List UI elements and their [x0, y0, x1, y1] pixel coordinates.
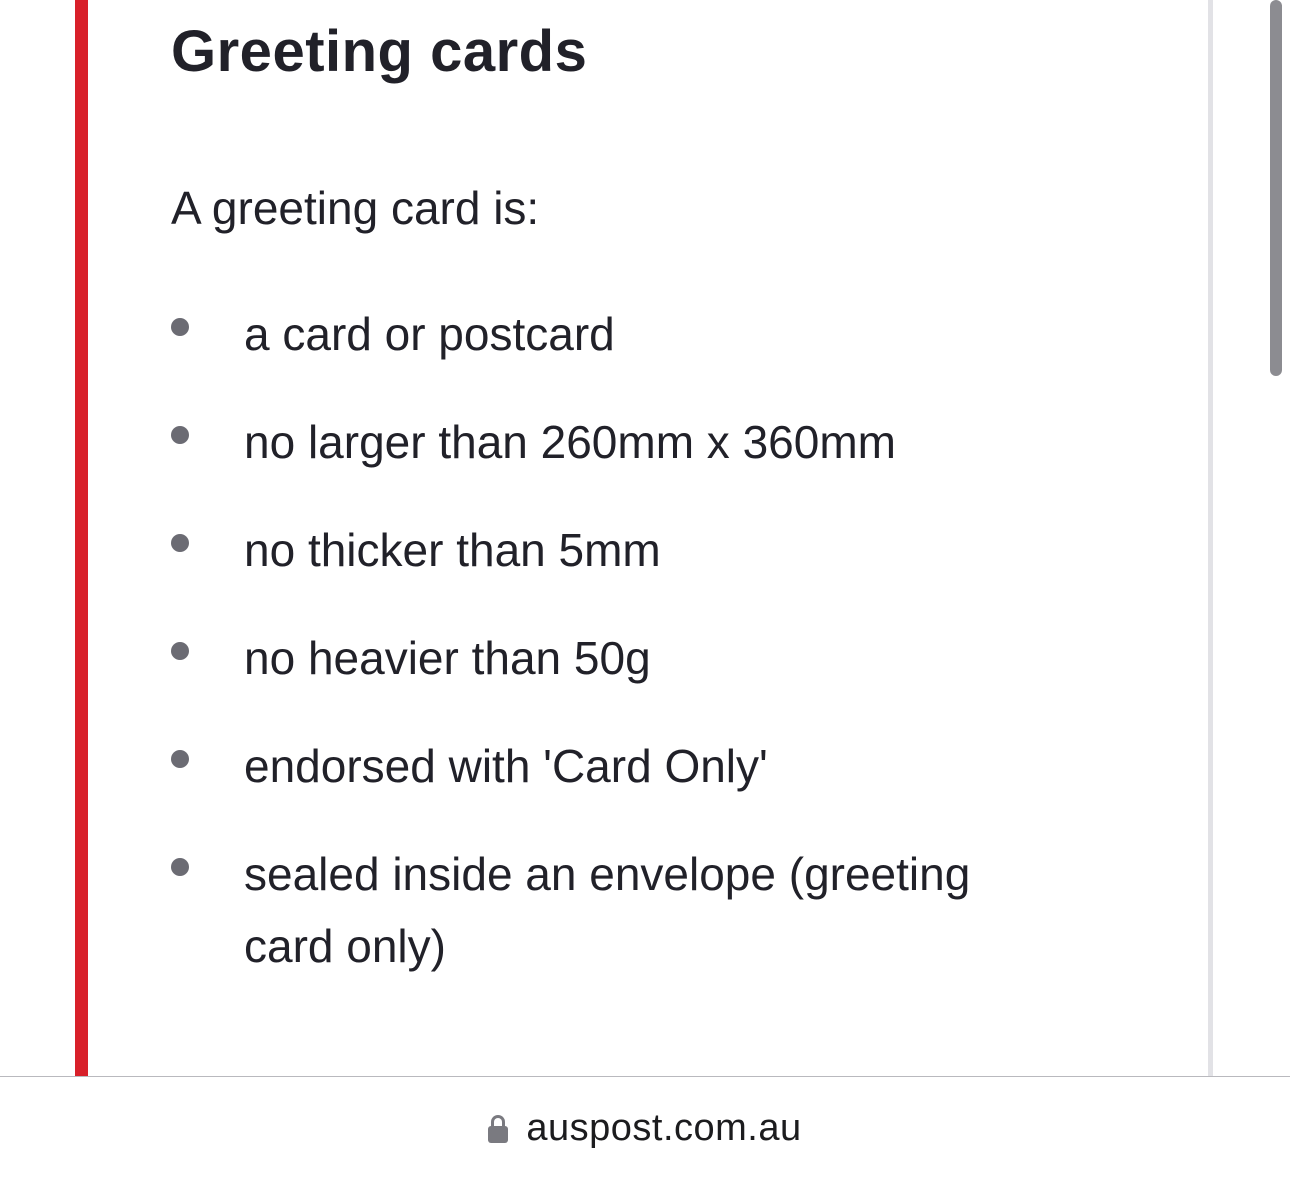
- list-item: [171, 838, 1034, 982]
- intro-text: A greeting card is:: [171, 182, 540, 234]
- list-item: [171, 514, 1071, 586]
- list-item-text: a card or postcard: [244, 308, 615, 360]
- lock-body: [488, 1126, 508, 1143]
- page-title: Greeting cards: [171, 19, 588, 84]
- list-item: [171, 298, 1071, 370]
- criteria-list: [171, 298, 1071, 1018]
- list-item: [171, 622, 1071, 694]
- lock-icon: [488, 1115, 508, 1143]
- bullet-icon: [171, 642, 189, 660]
- bullet-icon: [171, 750, 189, 768]
- list-item-text: no larger than 260mm x 360mm: [244, 416, 896, 468]
- bullet-icon: [171, 858, 189, 876]
- panel-border: [1208, 0, 1213, 1076]
- list-item: [171, 730, 1071, 802]
- address-bar[interactable]: [0, 1076, 1290, 1179]
- bullet-icon: [171, 534, 189, 552]
- scrollbar[interactable]: [1270, 0, 1282, 376]
- accent-bar: [75, 0, 88, 1076]
- list-item-text: no heavier than 50g: [244, 632, 651, 684]
- url-text[interactable]: auspost.com.au: [526, 1107, 802, 1149]
- bullet-icon: [171, 426, 189, 444]
- list-item-text: no thicker than 5mm: [244, 524, 661, 576]
- address-bar-content[interactable]: [0, 1077, 1290, 1179]
- bullet-icon: [171, 318, 189, 336]
- list-item: [171, 406, 1071, 478]
- list-item-text: sealed inside an envelope (greeting card only): [244, 848, 971, 972]
- list-item-text: endorsed with 'Card Only': [244, 740, 768, 792]
